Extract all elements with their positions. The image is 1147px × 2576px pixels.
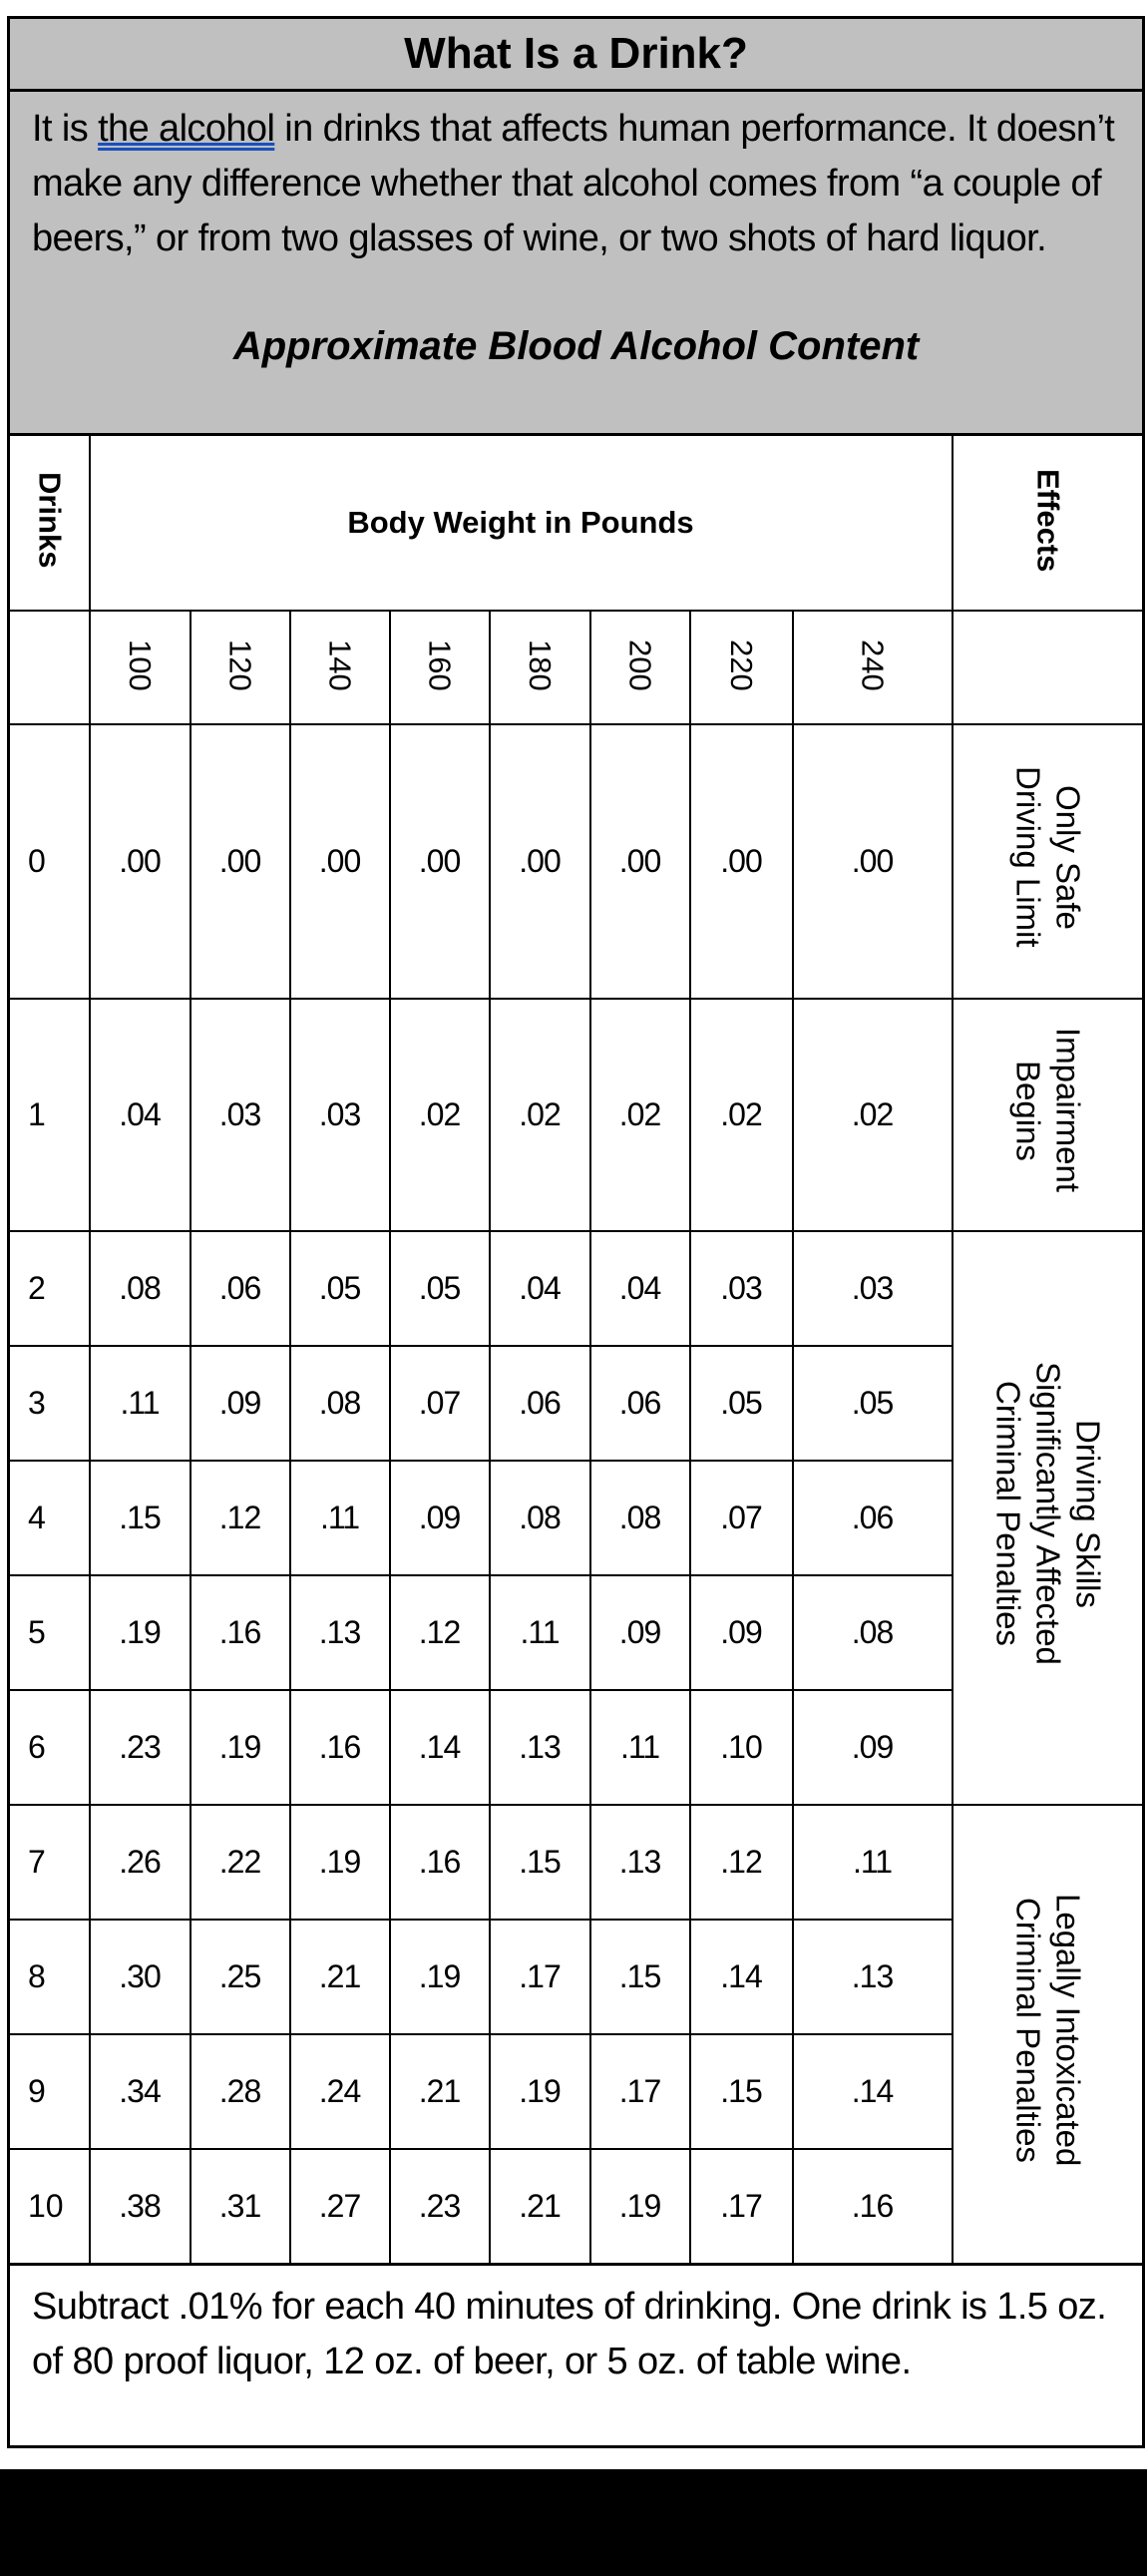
- bac-value: .19: [490, 2034, 590, 2149]
- bac-value: .25: [191, 1920, 290, 2034]
- effects-header-label: Effects: [1030, 468, 1066, 573]
- effect-line: Driving Skills: [1069, 1419, 1107, 1608]
- bac-value: .13: [490, 1690, 590, 1805]
- bac-value: .38: [90, 2149, 191, 2265]
- bac-value: .03: [191, 999, 290, 1231]
- table-row: [9, 1805, 1144, 1920]
- bac-value: .08: [793, 1575, 953, 1690]
- bac-value: .02: [490, 999, 590, 1231]
- bac-value: .16: [793, 2149, 953, 2265]
- bac-value: .09: [690, 1575, 793, 1690]
- bac-value: .17: [590, 2034, 690, 2149]
- bac-value: .24: [290, 2034, 390, 2149]
- bac-value: .19: [191, 1690, 290, 1805]
- bac-value: .12: [191, 1461, 290, 1575]
- weight-col-header: [191, 611, 290, 724]
- bac-value: .14: [690, 1920, 793, 2034]
- intro-section: [9, 91, 1144, 435]
- bac-value: .00: [90, 724, 191, 999]
- bac-value: .11: [793, 1805, 953, 1920]
- bac-value: .19: [590, 2149, 690, 2265]
- effect-line: Begins: [1009, 1060, 1047, 1161]
- effect-safe-limit: [953, 724, 1144, 999]
- drinks-count: 2: [9, 1231, 90, 1346]
- bac-value: .12: [690, 1805, 793, 1920]
- bac-value: .07: [390, 1346, 490, 1461]
- bac-value: .16: [390, 1805, 490, 1920]
- effect-line: Significantly Affected: [1029, 1362, 1067, 1665]
- bac-value: .02: [793, 999, 953, 1231]
- bac-chart-sheet: [7, 16, 1142, 2462]
- bac-table: [7, 16, 1145, 2448]
- weight-label: 100: [123, 639, 158, 691]
- weight-col-header: [290, 611, 390, 724]
- bac-value: .19: [390, 1920, 490, 2034]
- bac-value: .10: [690, 1690, 793, 1805]
- bac-value: .09: [590, 1575, 690, 1690]
- bac-value: .23: [390, 2149, 490, 2265]
- footnote: Subtract .01% for each 40 minutes of drinking. One drink is 1.5 oz. of 80 proof liquor, 12 oz. of beer, or 5 oz. of table wine.: [9, 2265, 1144, 2447]
- page-title: What Is a Drink?: [9, 18, 1144, 91]
- weight-label: 200: [622, 639, 658, 691]
- drinks-count: 10: [9, 2149, 90, 2265]
- weight-label: 180: [523, 639, 558, 691]
- bac-value: .03: [793, 1231, 953, 1346]
- bac-value: .09: [390, 1461, 490, 1575]
- table-row: [9, 1231, 1144, 1346]
- bac-value: .11: [90, 1346, 191, 1461]
- empty-cell: [9, 611, 90, 724]
- bac-value: .04: [590, 1231, 690, 1346]
- effect-driving-skills-affected: [953, 1231, 1144, 1805]
- black-bottom-band: [0, 2469, 1147, 2576]
- underlined-phrase: the alcohol: [98, 108, 275, 150]
- empty-cell: [953, 611, 1144, 724]
- bac-value: .08: [290, 1346, 390, 1461]
- bac-value: .08: [590, 1461, 690, 1575]
- drinks-count: 7: [9, 1805, 90, 1920]
- bac-value: .11: [490, 1575, 590, 1690]
- bac-value: .16: [290, 1690, 390, 1805]
- bac-value: .03: [290, 999, 390, 1231]
- bac-value: .00: [690, 724, 793, 999]
- intro-text-after: in drinks that affects human performance. It doesn’t make any difference whether that alcohol comes from “a couple of beers,” or from two glasses of wine, or two shots of hard liquor.: [32, 108, 1115, 259]
- bac-value: .00: [590, 724, 690, 999]
- bac-value: .08: [90, 1231, 191, 1346]
- effect-legally-intoxicated: [953, 1805, 1144, 2265]
- bac-value: .11: [590, 1690, 690, 1805]
- bac-value: .21: [390, 2034, 490, 2149]
- drinks-count: 6: [9, 1690, 90, 1805]
- effect-impairment-begins: [953, 999, 1144, 1231]
- weight-col-header: [590, 611, 690, 724]
- table-row: [9, 999, 1144, 1231]
- bac-value: .31: [191, 2149, 290, 2265]
- bac-value: .13: [590, 1805, 690, 1920]
- bac-value: .19: [290, 1805, 390, 1920]
- bac-value: .00: [290, 724, 390, 999]
- effect-line: Driving Limit: [1009, 766, 1047, 948]
- effect-line: Impairment: [1049, 1028, 1087, 1193]
- table-row: [9, 724, 1144, 999]
- bac-value: .15: [490, 1805, 590, 1920]
- bac-value: .21: [290, 1920, 390, 2034]
- bac-value: .16: [191, 1575, 290, 1690]
- effect-line: Legally Intoxicated: [1049, 1893, 1087, 2167]
- bac-value: .17: [490, 1920, 590, 2034]
- table-subtitle: Approximate Blood Alcohol Content: [232, 324, 920, 368]
- bac-value: .05: [390, 1231, 490, 1346]
- bac-value: .06: [793, 1461, 953, 1575]
- bac-value: .03: [690, 1231, 793, 1346]
- bac-value: .15: [590, 1920, 690, 2034]
- drinks-count: 0: [9, 724, 90, 999]
- weight-label: 220: [724, 639, 759, 691]
- bac-value: .22: [191, 1805, 290, 1920]
- bac-value: .02: [590, 999, 690, 1231]
- bac-value: .05: [793, 1346, 953, 1461]
- bac-value: .04: [490, 1231, 590, 1346]
- effect-line: Criminal Penalties: [1009, 1897, 1047, 2163]
- bac-value: .02: [690, 999, 793, 1231]
- weight-col-header: [690, 611, 793, 724]
- drinks-count: 8: [9, 1920, 90, 2034]
- drinks-count: 3: [9, 1346, 90, 1461]
- bac-value: .28: [191, 2034, 290, 2149]
- weights-row: [9, 611, 1144, 724]
- bac-value: .27: [290, 2149, 390, 2265]
- bac-value: .14: [390, 1690, 490, 1805]
- bac-value: .21: [490, 2149, 590, 2265]
- bac-value: .26: [90, 1805, 191, 1920]
- bac-value: .09: [191, 1346, 290, 1461]
- bac-value: .06: [490, 1346, 590, 1461]
- effect-line: Criminal Penalties: [989, 1381, 1027, 1646]
- weight-col-header: [793, 611, 953, 724]
- bac-value: .05: [290, 1231, 390, 1346]
- weight-label: 160: [422, 639, 458, 691]
- drinks-count: 4: [9, 1461, 90, 1575]
- effect-line: Only Safe: [1049, 784, 1087, 930]
- bac-value: .13: [290, 1575, 390, 1690]
- bac-value: .34: [90, 2034, 191, 2149]
- bac-value: .06: [590, 1346, 690, 1461]
- bac-value: .19: [90, 1575, 191, 1690]
- weight-col-header: [90, 611, 191, 724]
- bac-value: .14: [793, 2034, 953, 2149]
- bac-value: .23: [90, 1690, 191, 1805]
- bac-value: .09: [793, 1690, 953, 1805]
- bac-value: .04: [90, 999, 191, 1231]
- drinks-count: 9: [9, 2034, 90, 2149]
- bac-value: .00: [191, 724, 290, 999]
- effects-header: [953, 435, 1144, 612]
- bac-value: .07: [690, 1461, 793, 1575]
- bac-value: .12: [390, 1575, 490, 1690]
- bac-value: .00: [793, 724, 953, 999]
- bac-value: .06: [191, 1231, 290, 1346]
- intro-text-before: It is: [32, 108, 99, 150]
- bac-value: .15: [90, 1461, 191, 1575]
- intro-paragraph: [10, 92, 1142, 266]
- weight-label: 140: [322, 639, 358, 691]
- bac-value: .15: [690, 2034, 793, 2149]
- drinks-count: 1: [9, 999, 90, 1231]
- body-weight-header: Body Weight in Pounds: [90, 435, 953, 612]
- bac-value: .13: [793, 1920, 953, 2034]
- drinks-header-label: Drinks: [32, 472, 68, 569]
- weight-col-header: [390, 611, 490, 724]
- bac-value: .05: [690, 1346, 793, 1461]
- weight-col-header: [490, 611, 590, 724]
- drinks-header: [9, 435, 90, 612]
- weight-label: 120: [222, 639, 258, 691]
- bac-value: .08: [490, 1461, 590, 1575]
- bac-value: .00: [390, 724, 490, 999]
- drinks-count: 5: [9, 1575, 90, 1690]
- bac-value: .00: [490, 724, 590, 999]
- weight-label: 240: [855, 639, 891, 691]
- bac-value: .02: [390, 999, 490, 1231]
- bac-value: .11: [290, 1461, 390, 1575]
- bac-value: .30: [90, 1920, 191, 2034]
- bac-value: .17: [690, 2149, 793, 2265]
